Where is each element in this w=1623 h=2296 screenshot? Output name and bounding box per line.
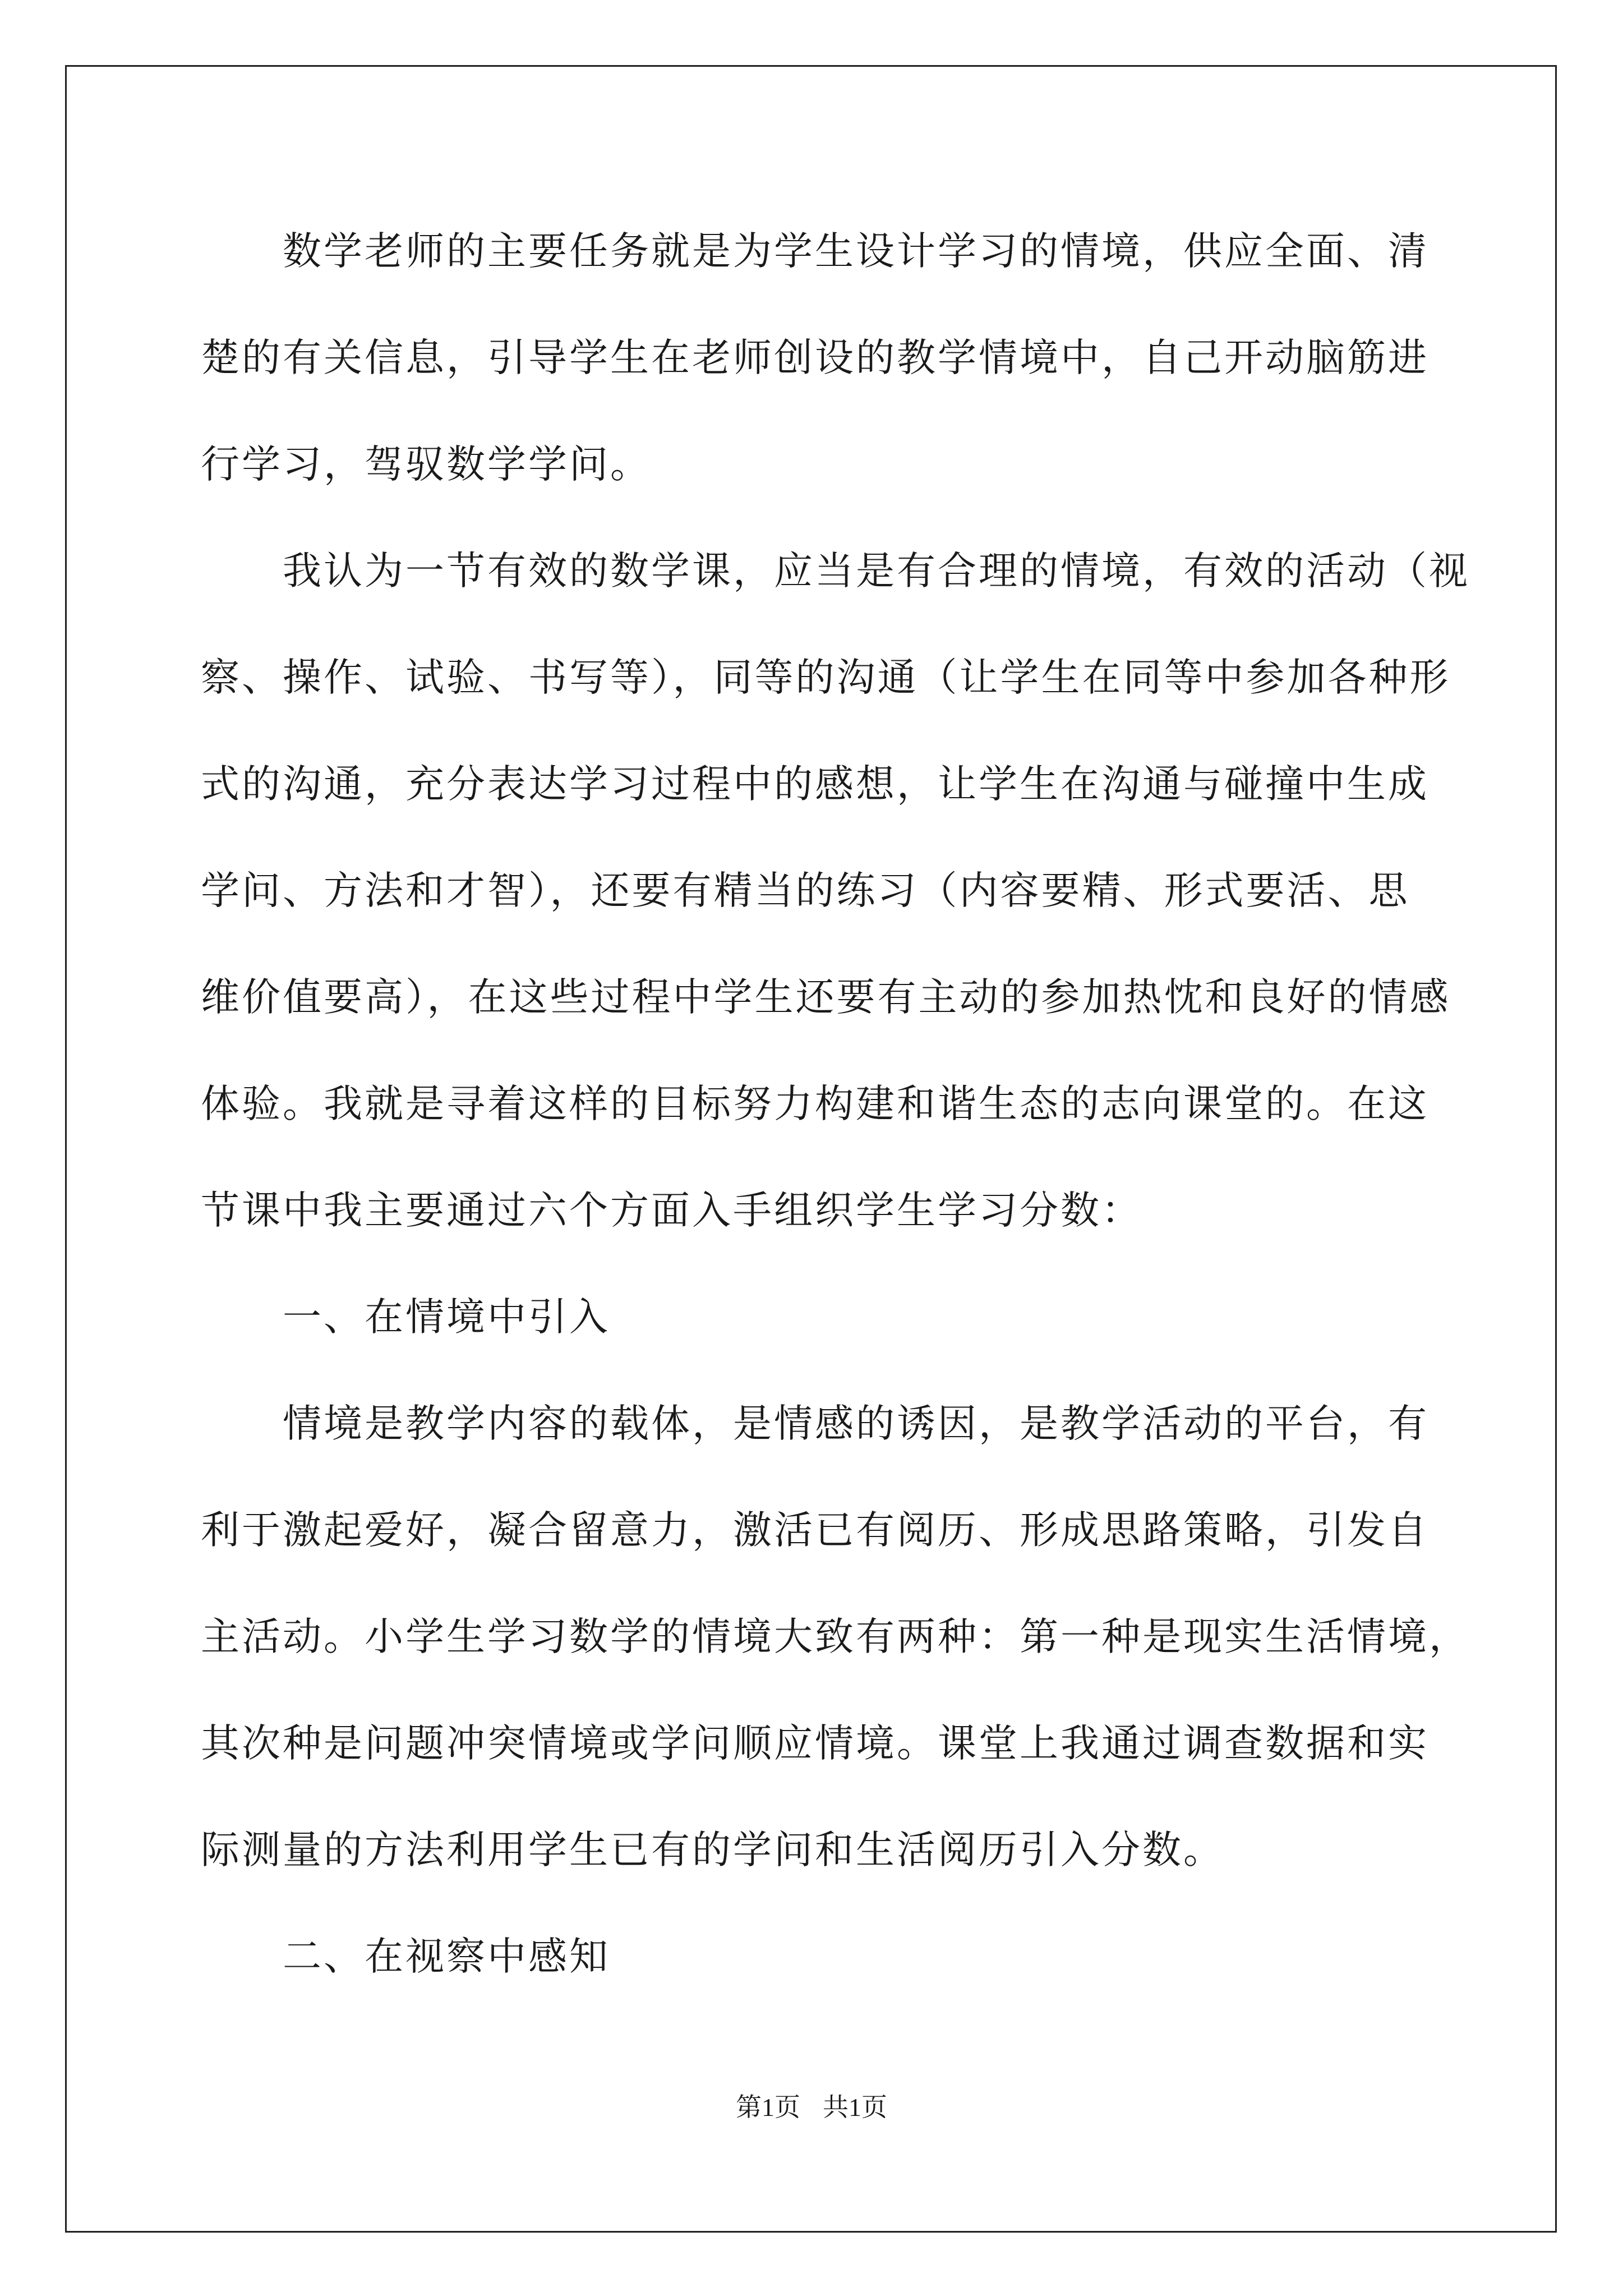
section-heading-1: 一、在情境中引入 [283, 1295, 610, 1340]
paragraph-3-line-2: 利于激起爱好，凝合留意力，激活已有阅历、形成思路策略，引发自 [201, 1508, 1429, 1553]
page-number: 第1页 [736, 2093, 800, 2122]
paragraph-3-line-3: 主活动。小学生学习数学的情境大致有两种：第一种是现实生活情境， [201, 1614, 1470, 1659]
paragraph-2-line-7: 节课中我主要通过六个方面入手组织学生学习分数： [201, 1188, 1142, 1233]
section-heading-2: 二、在视察中感知 [283, 1934, 610, 1979]
paragraph-3-line-5: 际测量的方法利用学生已有的学问和生活阅历引入分数。 [201, 1828, 1224, 1872]
paragraph-2-line-3: 式的沟通，充分表达学习过程中的感想，让学生在沟通与碰撞中生成 [201, 762, 1429, 807]
page-footer [0, 2087, 1623, 2124]
page-total: 共1页 [823, 2093, 887, 2122]
paragraph-2-line-5: 维价值要高），在这些过程中学生还要有主动的参加热忱和良好的情感 [201, 975, 1451, 1020]
paragraph-1-line-3: 行学习，驾驭数学学问。 [201, 442, 651, 487]
paragraph-2-line-4: 学问、方法和才智），还要有精当的练习（内容要精、形式要活、思 [201, 868, 1410, 913]
paragraph-2-line-6: 体验。我就是寻着这样的目标努力构建和谐生态的志向课堂的。在这 [201, 1082, 1429, 1126]
paragraph-1-line-1: 数学老师的主要任务就是为学生设计学习的情境，供应全面、清 [283, 229, 1429, 274]
paragraph-3-line-4: 其次种是问题冲突情境或学问顺应情境。课堂上我通过调查数据和实 [201, 1721, 1429, 1766]
paragraph-1-line-2: 楚的有关信息，引导学生在老师创设的教学情境中，自己开动脑筋进 [201, 335, 1429, 380]
document-body [201, 220, 1470, 2032]
paragraph-2-line-2: 察、操作、试验、书写等），同等的沟通（让学生在同等中参加各种形 [201, 655, 1451, 700]
paragraph-2-line-1: 我认为一节有效的数学课，应当是有合理的情境，有效的活动（视 [283, 549, 1470, 593]
paragraph-3-line-1: 情境是教学内容的载体，是情感的诱因，是教学活动的平台，有 [283, 1401, 1429, 1446]
